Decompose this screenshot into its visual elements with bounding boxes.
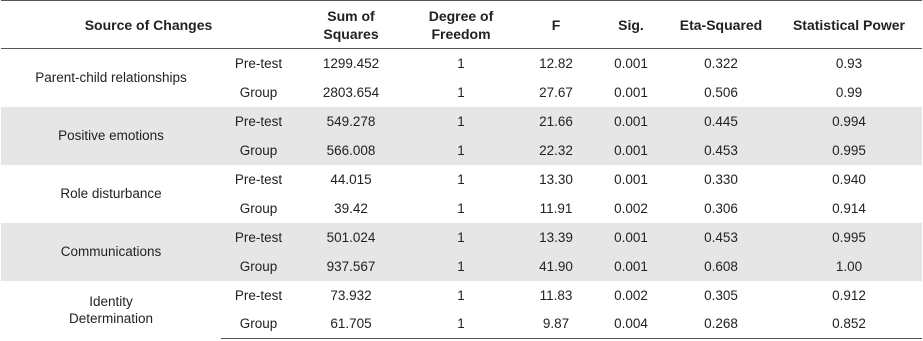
- header-row: [1, 1, 922, 49]
- group-name: Positive emotions: [1, 107, 221, 165]
- cell-f: 13.30: [539, 171, 573, 187]
- cell-f: 9.87: [516, 310, 596, 339]
- cell-df: 1: [406, 136, 516, 165]
- row-label: Group: [239, 84, 278, 100]
- cell-sig: 0.001: [614, 171, 648, 187]
- anova-table: [1, 0, 922, 339]
- cell-sum-of-squares: 1299.452: [322, 55, 380, 71]
- cell-eta-squared: 0.506: [704, 84, 738, 100]
- cell-sig: 0.001: [596, 252, 666, 281]
- header-eta-squared: Eta-Squared: [666, 1, 776, 49]
- row-label: Pre-test: [221, 223, 296, 252]
- cell-sig: 0.001: [596, 136, 666, 165]
- cell-sig: 0.001: [614, 55, 648, 71]
- cell-f: 11.83: [539, 287, 573, 303]
- header-sum-of-squares: Sum of Squares: [296, 1, 406, 49]
- cell-sum-of-squares: 44.015: [330, 171, 372, 187]
- cell-f: 41.90: [516, 252, 596, 281]
- cell-sum-of-squares: 549.278: [296, 107, 406, 136]
- cell-eta-squared: 0.445: [666, 107, 776, 136]
- table-row: [1, 223, 922, 252]
- cell-sum-of-squares: 566.008: [296, 136, 406, 165]
- cell-power: 0.995: [776, 223, 922, 252]
- group-name: [1, 281, 221, 339]
- cell-sig: 0.001: [614, 84, 648, 100]
- cell-f: 11.91: [539, 200, 573, 216]
- cell-sum-of-squares: 61.705: [296, 310, 406, 339]
- cell-f: 12.82: [539, 55, 573, 71]
- cell-f: 13.39: [516, 223, 596, 252]
- cell-df: 1: [457, 200, 465, 216]
- row-label: Pre-test: [234, 287, 283, 303]
- cell-power: 0.995: [776, 136, 922, 165]
- cell-power: 0.93: [835, 55, 863, 71]
- cell-df: 1: [457, 171, 465, 187]
- cell-eta-squared: 0.268: [666, 310, 776, 339]
- cell-power: 0.940: [832, 171, 866, 187]
- cell-df: 1: [406, 107, 516, 136]
- header-f: F: [516, 1, 596, 49]
- cell-eta-squared: 0.453: [666, 136, 776, 165]
- row-label: Group: [221, 136, 296, 165]
- header-statistical-power: Statistical Power: [776, 1, 922, 49]
- group-name: Role disturbance: [60, 186, 162, 201]
- cell-df: 1: [457, 55, 465, 71]
- header-degree-of-freedom: Degree of Freedom: [406, 1, 516, 49]
- row-label: Group: [221, 310, 296, 339]
- cell-power: 0.99: [835, 84, 863, 100]
- cell-sum-of-squares: 39.42: [334, 200, 368, 216]
- cell-eta-squared: 0.453: [666, 223, 776, 252]
- cell-df: 1: [406, 310, 516, 339]
- row-label: Group: [239, 200, 278, 216]
- cell-df: 1: [406, 252, 516, 281]
- header-sig: Sig.: [596, 1, 666, 49]
- cell-eta-squared: 0.306: [704, 200, 738, 216]
- table-row: [1, 281, 922, 310]
- cell-sig: 0.004: [596, 310, 666, 339]
- cell-df: 1: [457, 287, 465, 303]
- cell-power: 0.852: [776, 310, 922, 339]
- cell-df: 1: [406, 223, 516, 252]
- table-row: [1, 165, 922, 194]
- cell-eta-squared: 0.330: [704, 171, 738, 187]
- row-label: Pre-test: [234, 171, 283, 187]
- table-row: [1, 49, 922, 78]
- table-row: [1, 107, 922, 136]
- group-name: Communications: [1, 223, 221, 281]
- cell-f: 21.66: [516, 107, 596, 136]
- cell-power: 0.914: [832, 200, 866, 216]
- cell-df: 1: [457, 84, 465, 100]
- cell-f: 22.32: [516, 136, 596, 165]
- group-name: Parent-child relationships: [35, 70, 187, 86]
- cell-power: 0.994: [776, 107, 922, 136]
- cell-sum-of-squares: 73.932: [330, 287, 372, 303]
- cell-sig: 0.002: [614, 200, 648, 216]
- row-label: Pre-test: [234, 55, 283, 71]
- header-source: Source of Changes: [1, 1, 296, 49]
- cell-eta-squared: 0.305: [704, 287, 738, 303]
- cell-f: 27.67: [539, 84, 573, 100]
- cell-sum-of-squares: 501.024: [296, 223, 406, 252]
- cell-eta-squared: 0.608: [666, 252, 776, 281]
- cell-sig: 0.001: [596, 223, 666, 252]
- cell-sig: 0.002: [614, 287, 648, 303]
- cell-sig: 0.001: [596, 107, 666, 136]
- cell-eta-squared: 0.322: [704, 55, 738, 71]
- cell-sum-of-squares: 937.567: [296, 252, 406, 281]
- cell-sum-of-squares: 2803.654: [322, 84, 380, 100]
- row-label: Group: [221, 252, 296, 281]
- row-label: Pre-test: [221, 107, 296, 136]
- cell-power: 0.912: [832, 287, 866, 303]
- cell-power: 1.00: [776, 252, 922, 281]
- group-name-text: Identity Determination: [68, 293, 154, 326]
